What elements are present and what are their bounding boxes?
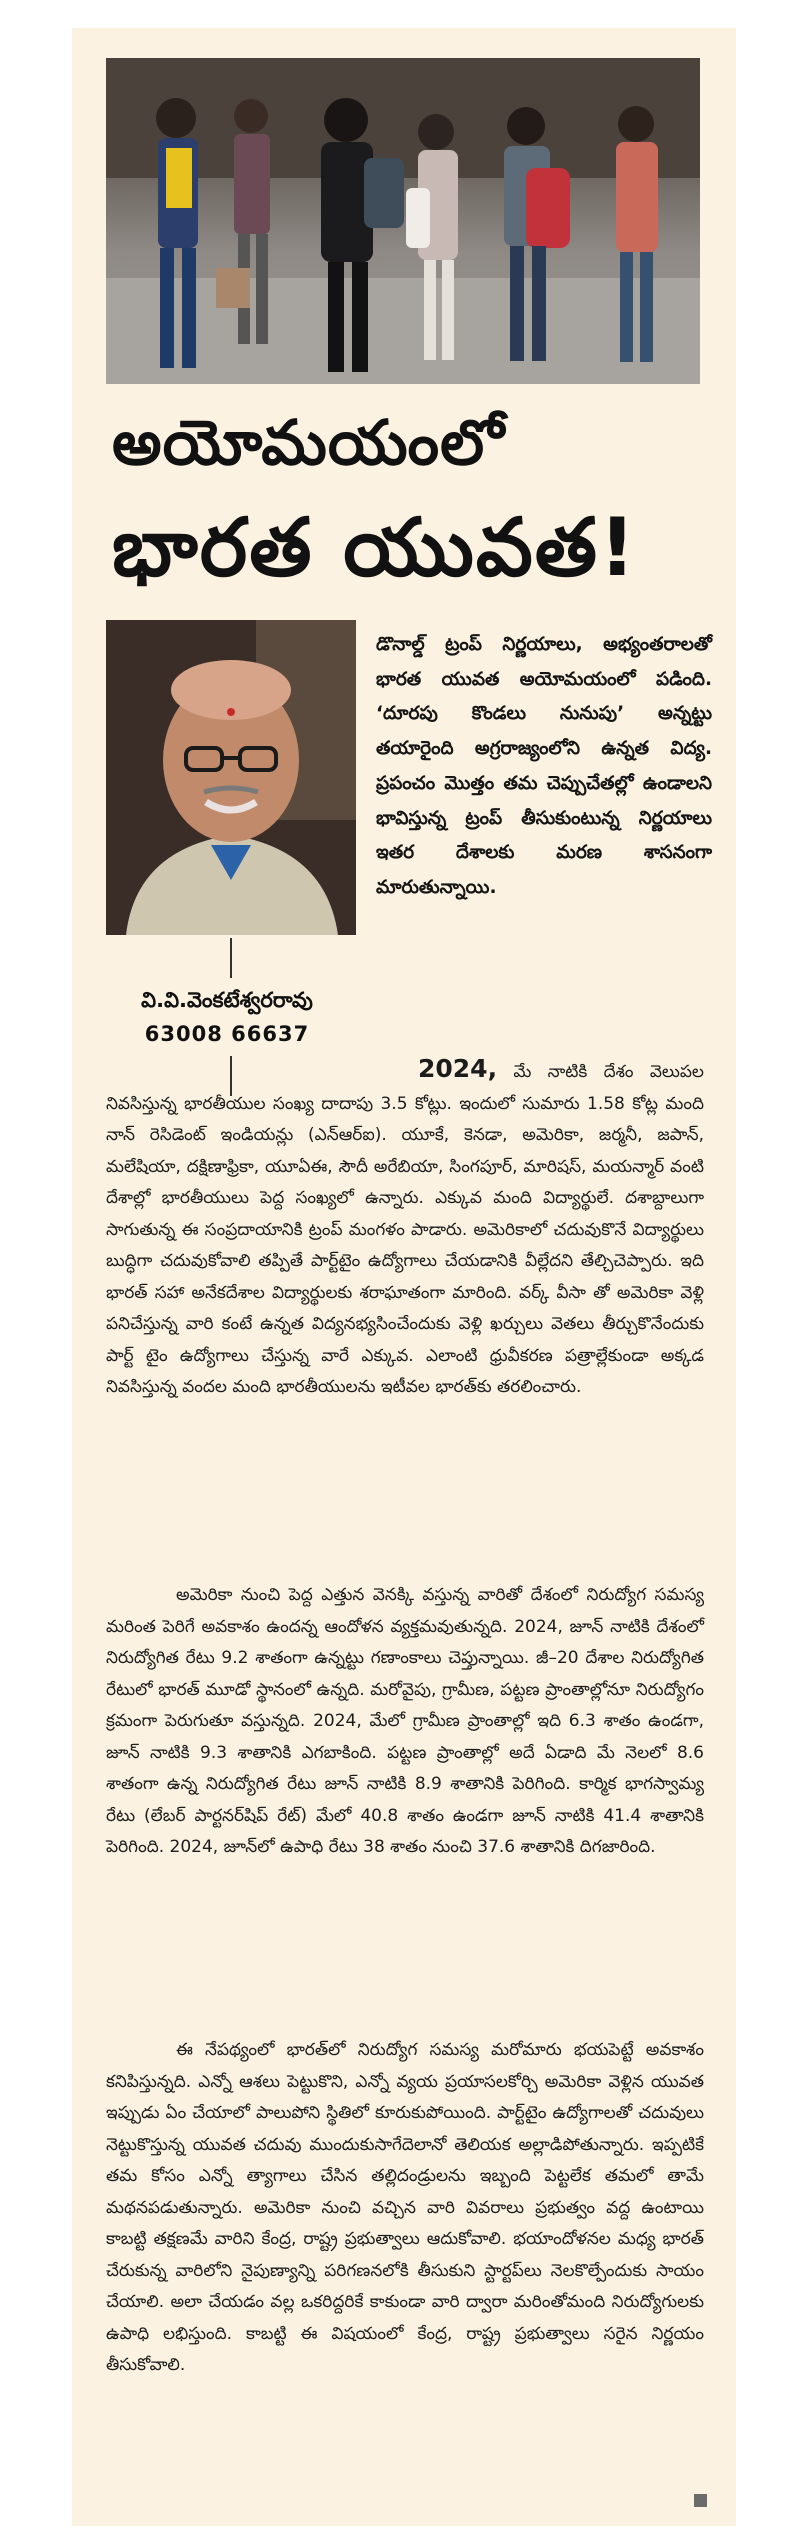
students-airport-photo	[106, 58, 700, 384]
body-paragraph-2: అమెరికా నుంచి పెద్ద ఎత్తున వెనక్కి వస్తున్న వారితో దేశంలో నిరుద్యోగ సమస్య మరింత పెరిగే అవకాశం ఉందన్న ఆందోళన వ్యక్తమవుతున్నది. 2024, జూన్ నాటికి దేశంలో నిరుద్యోగిత రేటు 9.2 శాతంగా ఉన్నట్టు గణాంకాలు చెప్తున్నాయి. జీ–20 దేశాల నిరుద్యోగిత రేటులో భారత్ మూడో స్థానంలో ఉన్నది. మరోవైపు, గ్రామీణ, పట్టణ ప్రాంతాల్లోనూ నిరుద్యోగం క్రమంగా పెరుగుతూ వస్తున్నది. 2024, మేలో గ్రామీణ ప్రాంతాల్లో ఇది 6.3 శాతం ఉండగా, జూన్ నాటికి 9.3 శాతానికి ఎగబాకింది. పట్టణ ప్రాంతాల్లో అదే ఏడాది మే నెలలో 8.6 శాతంగా ఉన్న నిరుద్యోగిత రేటు జూన్ నాటికి 8.9 శాతానికి పెరిగింది. కార్మిక భాగస్వామ్య రేటు (లేబర్ పార్టనర్‌షిప్ రేట్) మేలో 40.8 శాతం ఉండగా జూన్ నాటికి 41.4 శాతానికి పెరిగింది. 2024, జూన్‌లో ఉపాధి రేటు 38 శాతం నుంచి 37.6 శాతానికి దిగజారింది.	[106, 1585, 704, 1857]
square-end-mark-icon	[694, 2494, 707, 2507]
headline-line-1: అయోమయంలో	[112, 406, 505, 479]
intro-paragraph: డొనాల్డ్ ట్రంప్ నిర్ణయాలు, అభ్యంతరాలతో భారత యువత అయోమయంలో పడింది. ‘దూరపు కొండలు నునుపు’ అన్నట్టు తయారైంది అగ్రరాజ్యంలోని ఉన్నత విద్య. ప్రపంచం మొత్తం తమ చెప్పుచేతల్లో ఉండాలని భావిస్తున్న ట్రంప్ తీసుకుంటున్న నిర్ణయాలు ఇతర దేశాలకు మరణ శాసనంగా మారుతున్నాయి.	[376, 634, 712, 898]
headline-line-2: భారత యువత!	[112, 501, 638, 594]
paragraph-lead: 2024,	[418, 1054, 498, 1083]
paragraph-1-text: మే నాటికి దేశం వెలుపల నివసిస్తున్న భారతీయుల సంఖ్య దాదాపు 3.5 కోట్లు. ఇందులో సుమారు 1.58 కోట్ల మంది నాన్ రెసిడెంట్ ఇండియన్లు (ఎన్ఆర్ఐ). యూకే, కెనడా, అమెరికా, జర్మనీ, జపాన్, మలేషియా, దక్షిణాఫ్రికా, యూఏఈ, సౌదీ అరేబియా, సింగపూర్, మారిషస్, మయన్మార్ వంటి దేశాల్లో భారతీయులు పెద్ద సంఖ్యలో ఉన్నారు. ఎక్కువ మంది విద్యార్థులే. దశాబ్దాలుగా సాగుతున్న ఈ సంప్రదాయానికి ట్రంప్ మంగళం పాడారు. అమెరికాలో చదువుకొనే విద్యార్థులు బుద్ధిగా చదువుకోవాలి తప్పితే పార్ట్‌టైం ఉద్యోగాలు చేయడానికి వీల్లేదని తేల్చిచెప్పారు. ఇది భారత్ సహా అనేకదేశాల విద్యార్థులకు శరాఘాతంగా మారింది. వర్క్ వీసా తో అమెరికా వెళ్లి పనిచేస్తున్న వారి కంటే ఉన్నత విద్యనభ్యసించేందుకు వెళ్లి ఖర్చులు వెతలు తీర్చుకొనేందుకు పార్ట్ టైం ఉద్యోగాలు చేస్తున్న వారే ఎక్కువ. ఎలాంటి ధ్రువీకరణ పత్రాల్లేకుండా అక్కడ నివసిస్తున్న వందల మంది భారతీయులను ఇటీవల భారత్‌కు తరలించారు.	[106, 1062, 704, 1397]
author-name: వి.వి.వెంకటేశ్వరరావు	[141, 988, 313, 1012]
headline	[112, 393, 712, 603]
author-phone: 63008 66637	[144, 1022, 310, 1046]
body-paragraph-1	[106, 1053, 704, 1404]
newspaper-clipping	[72, 28, 736, 2526]
author-divider-top	[230, 938, 232, 978]
author-photo	[106, 620, 356, 935]
body-paragraph-3: ఈ నేపథ్యంలో భారత్‌లో నిరుద్యోగ సమస్య మరోమారు భయపెట్టే అవకాశం కనిపిస్తున్నది. ఎన్నో ఆశలు పెట్టుకొని, ఎన్నో వ్యయ ప్రయాసలకోర్చి అమెరికా వెళ్లిన యువత ఇప్పుడు ఏం చేయాలో పాలుపోని స్థితిలో కూరుకుపోయింది. పార్ట్‌టైం ఉద్యోగాలతో చదువులు నెట్టుకొస్తున్న యువత చదువు ముందుకుసాగేదెలానో తెలియక అల్లాడిపోతున్నారు. ఇప్పటికే తమ కోసం ఎన్నో త్యాగాలు చేసిన తల్లిదండ్రులను ఇబ్బంది పెట్టలేక తమలో తామే మథనపడుతున్నారు. అమెరికా నుంచి వచ్చిన వారి వివరాలు ప్రభుత్వం వద్ద ఉంటాయి కాబట్టి తక్షణమే వారిని కేంద్ర, రాష్ట్ర ప్రభుత్వాలు ఆదుకోవాలి. భయాందోళనల మధ్య భారత్ చేరుకున్న వారిలోని నైపుణ్యాన్ని పరిగణనలోకి తీసుకుని స్టార్టప్‌లు నెలకొల్పేందుకు సాయం చేయాలి. అలా చేయడం వల్ల ఒకరిద్దరికే కాకుండా వారి ద్వారా మరింతోమంది నిరుద్యోగులకు ఉపాధి లభిస్తుంది. కాబట్టి ఈ విషయంలో కేంద్ర, రాష్ట్ర ప్రభుత్వాలు సరైన నిర్ణయం తీసుకోవాలి.	[106, 2040, 704, 2375]
